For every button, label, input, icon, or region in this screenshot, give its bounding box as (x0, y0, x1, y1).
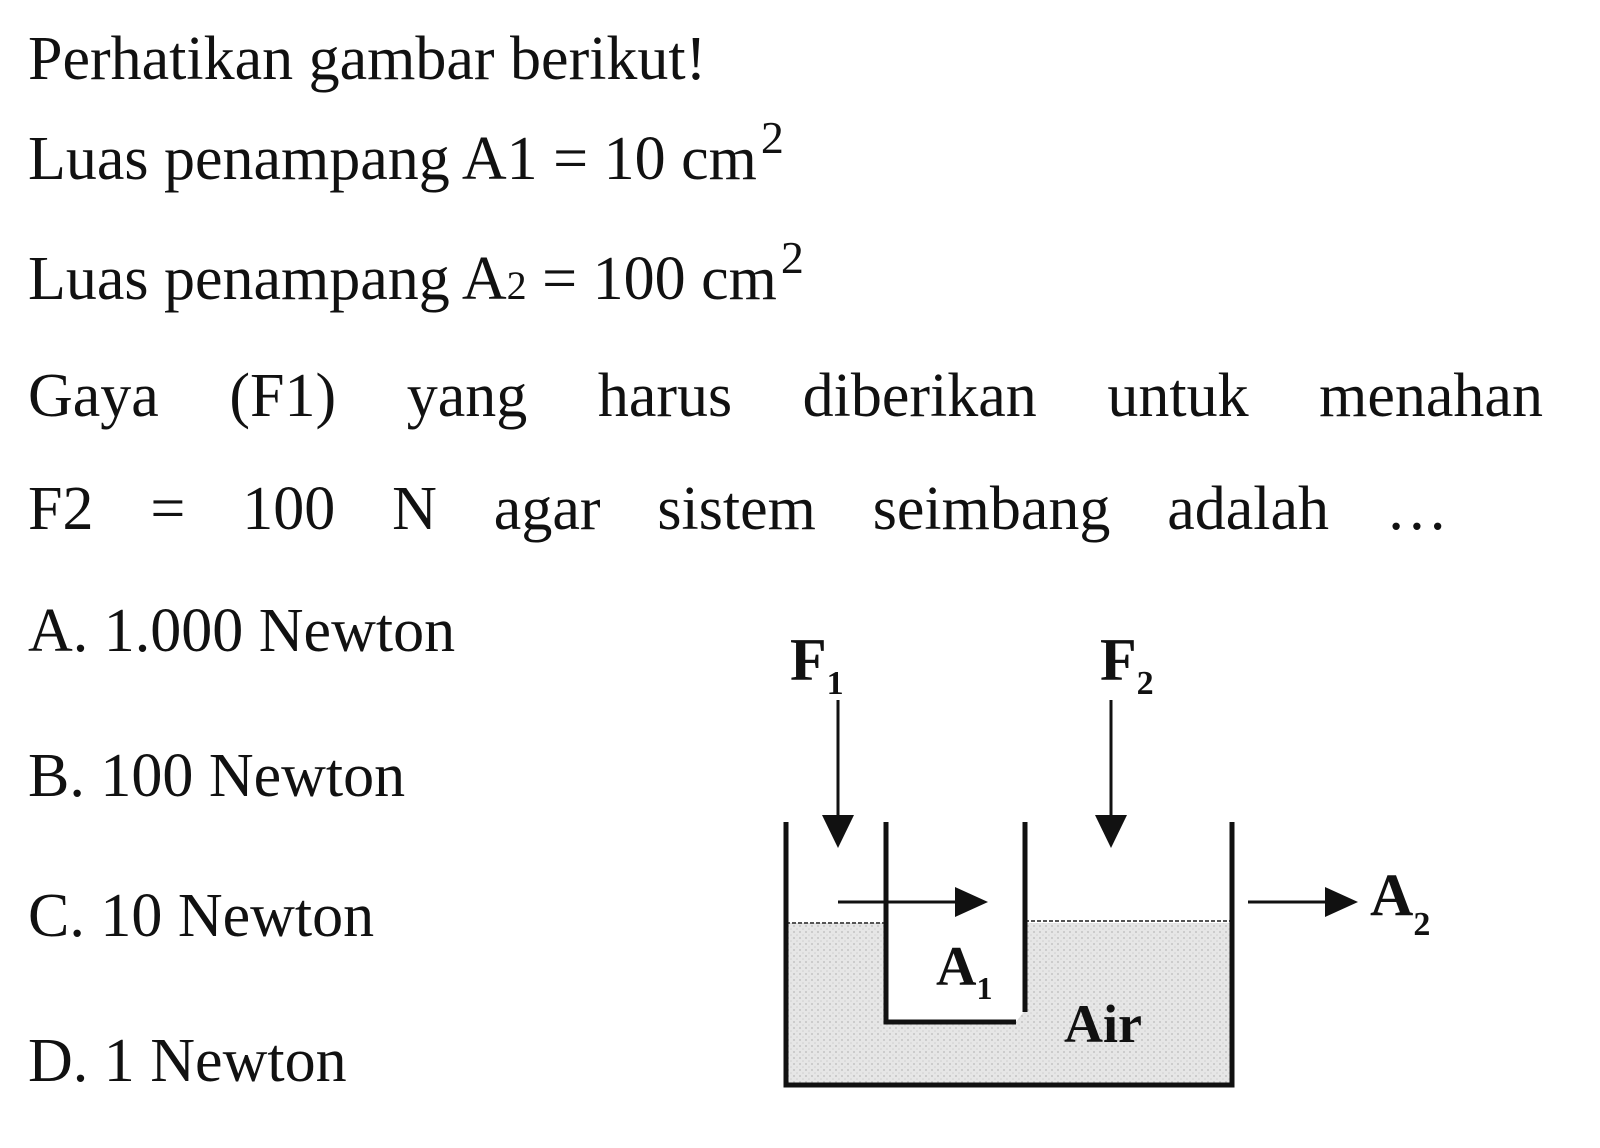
word: F2 (28, 475, 94, 543)
a2-arrow (1248, 887, 1358, 917)
word: 100 (242, 475, 336, 543)
word: (F1) (229, 362, 337, 430)
label-f2: $F_2$ (1100, 627, 1154, 702)
area-a2-subscript: 2 (506, 263, 527, 308)
word: untuk (1107, 362, 1249, 430)
word: harus (597, 362, 733, 430)
liquid-fill (786, 923, 1232, 1085)
a1-arrow (838, 887, 988, 917)
option-d[interactable]: D. 1 Newton (28, 1027, 347, 1095)
word: = (150, 475, 186, 543)
word: seimbang (872, 475, 1111, 543)
label-liquid: Air (1064, 994, 1142, 1054)
area-a1-exponent: 2 (760, 112, 784, 163)
label-f1: $F_1$ (790, 627, 844, 702)
option-b[interactable]: B. 100 Newton (28, 742, 406, 810)
label-a2: $A_2$ (1370, 862, 1431, 943)
area-a2-value: = 100 cm (526, 245, 777, 313)
word: sistem (657, 475, 816, 543)
area-a1-text: Luas penampang A1 = 10 cm (28, 125, 757, 193)
word: agar (493, 475, 601, 543)
question-intro: Perhatikan gambar berikut! (28, 25, 707, 93)
area-a2-exponent: 2 (780, 232, 804, 283)
word: diberikan (802, 362, 1037, 430)
f2-arrow (1095, 700, 1127, 848)
word: adalah (1167, 475, 1330, 543)
option-a[interactable]: A. 1.000 Newton (28, 597, 456, 665)
word: … (1385, 475, 1448, 543)
f1-arrow (822, 700, 854, 848)
option-c[interactable]: C. 10 Newton (28, 882, 375, 950)
word: yang (406, 362, 528, 430)
word: N (392, 475, 437, 543)
label-a1: $A_1$ (936, 936, 993, 1006)
word: menahan (1319, 362, 1543, 430)
area-a2-text: Luas penampang A (28, 245, 507, 313)
word: Gaya (28, 362, 159, 430)
